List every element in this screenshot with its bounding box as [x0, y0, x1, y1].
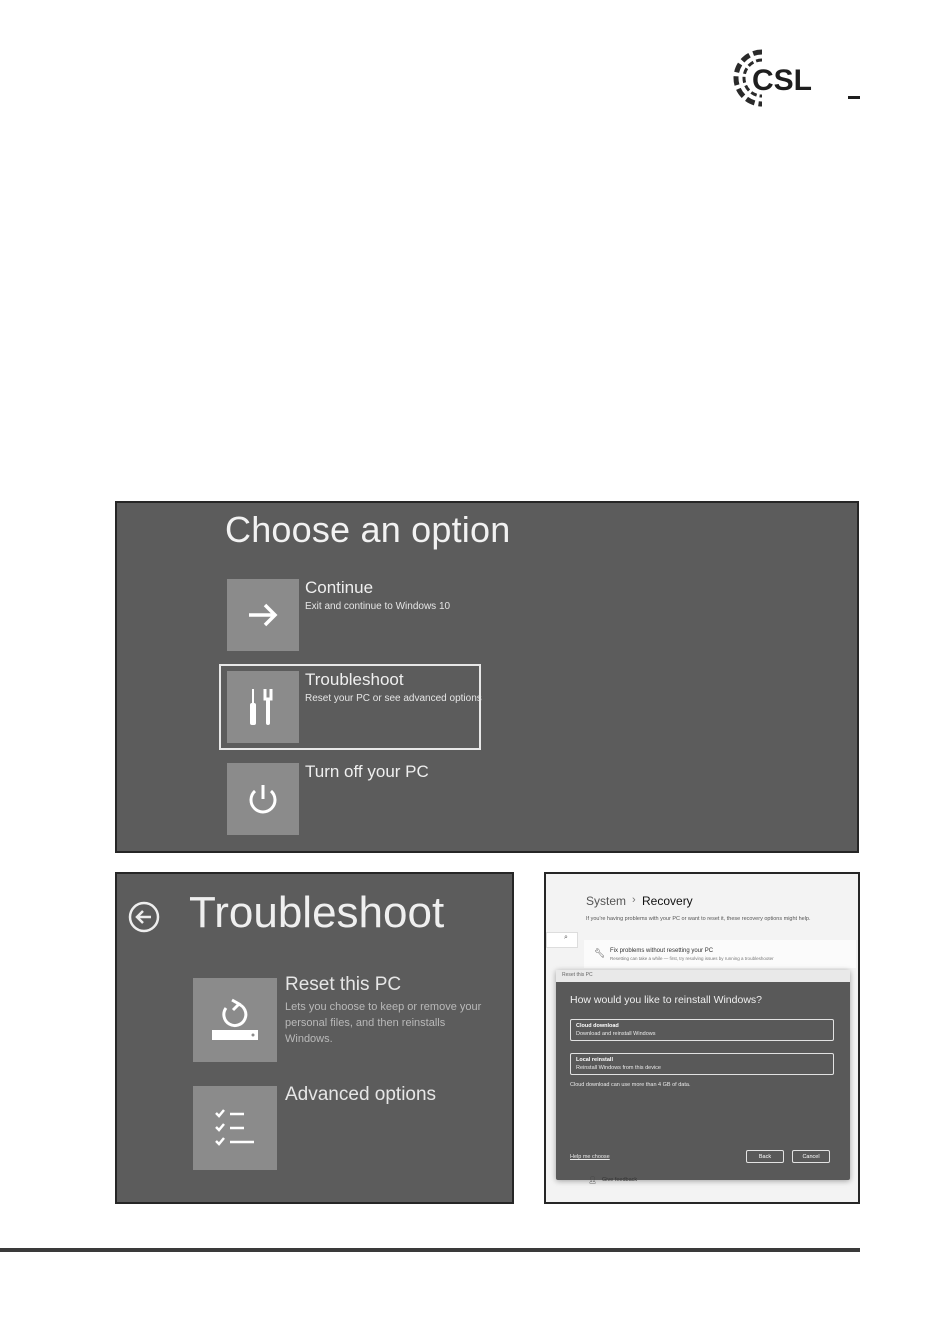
reset-pc-tile[interactable]: [193, 978, 277, 1062]
checklist-icon: [210, 1106, 260, 1150]
svg-text:CSL: CSL: [752, 64, 812, 97]
csl-logo: [728, 44, 864, 112]
dialog-header: [556, 970, 850, 982]
breadcrumb-system[interactable]: System: [586, 894, 627, 908]
continue-sub: Exit and continue to Windows 10: [305, 601, 451, 612]
cloud-download-sub: Download and reinstall Windows: [576, 1031, 656, 1037]
cloud-download-option[interactable]: [570, 1019, 834, 1041]
reset-pc-sub: Lets you choose to keep or remove your personal files, and then reinstalls Windows.: [285, 1001, 482, 1045]
continue-label: Continue: [305, 578, 374, 597]
local-reinstall-title: Local reinstall: [576, 1057, 613, 1063]
power-icon: [243, 779, 283, 819]
fix-problems-sub: Resetting can take a while — first, try resolving issues by running a troubleshooter: [610, 956, 774, 961]
choose-title: Choose an option: [225, 509, 511, 550]
back-button[interactable]: Back: [746, 1150, 784, 1163]
help-me-choose-link[interactable]: Help me choose: [570, 1154, 610, 1160]
arrow-right-icon: [243, 595, 283, 635]
reset-drive-icon: [208, 994, 262, 1046]
data-usage-note: Cloud download can use more than 4 GB of data.: [570, 1082, 691, 1088]
troubleshoot-screenshot: [115, 872, 514, 1204]
give-feedback-link[interactable]: Give feedback: [602, 1177, 638, 1183]
local-reinstall-option[interactable]: [570, 1053, 834, 1075]
troubleshoot-tile[interactable]: [227, 671, 299, 743]
advanced-options-label: Advanced options: [285, 1084, 437, 1105]
breadcrumb-recovery: Recovery: [642, 894, 693, 908]
tools-icon: [243, 685, 283, 729]
turn-off-label: Turn off your PC: [305, 762, 429, 781]
turn-off-tile[interactable]: [227, 763, 299, 835]
feedback-icon: 👤︎: [588, 1177, 597, 1184]
back-arrow-icon[interactable]: [127, 900, 161, 934]
cancel-button[interactable]: Cancel: [792, 1150, 830, 1163]
choose-option-screenshot: [115, 501, 859, 853]
wrench-icon: 🔧︎: [594, 948, 606, 958]
footer-rule: [0, 1248, 860, 1252]
troubleshoot-title: Troubleshoot: [189, 888, 445, 937]
recovery-description: If you're having problems with your PC or want to reset it, these recovery options might help.: [586, 916, 811, 922]
fix-problems-card[interactable]: [584, 940, 856, 968]
troubleshoot-sub: Reset your PC or see advanced options: [305, 693, 482, 704]
reset-pc-dialog: [556, 970, 850, 1180]
advanced-options-tile[interactable]: [193, 1086, 277, 1170]
reset-pc-label: Reset this PC: [285, 974, 402, 995]
breadcrumb-separator: ›: [632, 894, 636, 906]
search-input[interactable]: [546, 932, 578, 948]
troubleshoot-label: Troubleshoot: [305, 670, 404, 689]
continue-tile[interactable]: [227, 579, 299, 651]
local-reinstall-sub: Reinstall Windows from this device: [576, 1065, 661, 1071]
cloud-download-title: Cloud download: [576, 1023, 619, 1029]
dialog-question: How would you like to reinstall Windows?: [570, 994, 762, 1006]
search-icon: ⌕: [564, 934, 568, 941]
recovery-screenshot: [544, 872, 860, 1204]
fix-problems-title: Fix problems without resetting your PC: [610, 948, 714, 954]
dialog-header-title: Reset this PC: [562, 972, 593, 978]
